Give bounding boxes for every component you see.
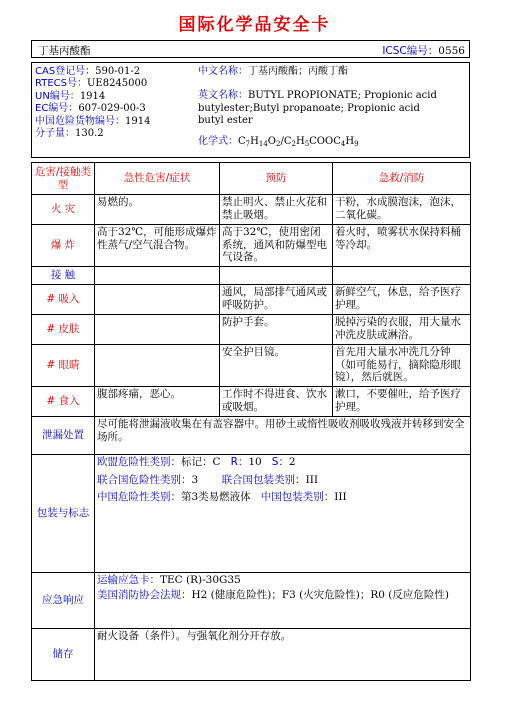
formula-line bbox=[198, 136, 466, 150]
emergency-label: 应急响应 bbox=[32, 573, 95, 629]
cname-value: 丁基丙酸酯；丙酸丁酯 bbox=[248, 66, 348, 77]
rtecs-value: UE8245000 bbox=[86, 78, 148, 90]
identifiers bbox=[35, 66, 193, 140]
formula-h: H bbox=[250, 135, 259, 147]
card-title: 国际化学品安全卡 bbox=[178, 15, 331, 35]
row-aid: 漱口，不要催吐，给予医疗护理。 bbox=[333, 387, 471, 417]
un-pack-value: III bbox=[305, 473, 319, 486]
emergency-content bbox=[95, 573, 471, 629]
leak-row bbox=[32, 417, 471, 455]
table-row bbox=[32, 285, 471, 315]
row-prevent bbox=[220, 267, 333, 285]
formula-h3-n: 9 bbox=[354, 139, 359, 148]
col-type: 危害/接触类型 bbox=[32, 163, 95, 195]
formula-label: 化学式： bbox=[198, 135, 238, 147]
cn-dg-value: 1914 bbox=[125, 115, 151, 127]
row-hazard bbox=[95, 267, 220, 285]
row-aid: 干粉，水成膜泡沫，泡沫，二氧化碳。 bbox=[333, 195, 471, 225]
names-block bbox=[198, 66, 466, 150]
emergency-row bbox=[32, 573, 471, 629]
un-label: UN编号： bbox=[35, 90, 80, 102]
row-aid bbox=[333, 267, 471, 285]
table-row bbox=[32, 315, 471, 345]
eu-class-label: 欧盟危险性类别： bbox=[97, 456, 181, 468]
un-value: 1914 bbox=[79, 90, 106, 102]
row-hazard bbox=[95, 345, 220, 387]
nfpa-label: 美国消防协会法规： bbox=[97, 588, 192, 601]
icsc-number bbox=[382, 43, 465, 58]
row-aid: 新鲜空气，休息，给予医疗护理。 bbox=[333, 285, 471, 315]
hazard-table bbox=[31, 162, 471, 681]
row-label: # 皮肤 bbox=[32, 315, 95, 345]
storage-label: 储存 bbox=[32, 629, 95, 681]
row-hazard bbox=[95, 285, 220, 315]
packaging-row bbox=[32, 455, 471, 573]
table-header-row bbox=[32, 163, 471, 195]
ec-value: 607-029-00-3 bbox=[78, 103, 146, 115]
eu-s-label: S： bbox=[271, 456, 289, 468]
nfpa-value: H2 (健康危险性)；F3 (火灾危险性)；R0 (反应危险性) bbox=[191, 588, 449, 601]
row-prevent: 防护手套。 bbox=[220, 315, 333, 345]
eu-r-value: 10 bbox=[248, 456, 262, 468]
row-label: 火 灾 bbox=[32, 195, 95, 225]
row-label: # 眼睛 bbox=[32, 345, 95, 387]
formula-mid: COOC bbox=[309, 135, 341, 147]
cn-class-label: 中国危险性类别： bbox=[97, 491, 181, 504]
row-aid: 脱掉污染的衣服，用大量水冲洗皮肤或淋浴。 bbox=[333, 315, 471, 345]
row-prevent: 高于32℃，使用密闭系统，通风和防爆型电气设备。 bbox=[220, 225, 333, 267]
leak-label: 泄漏处置 bbox=[32, 417, 95, 455]
row-hazard: 腹部疼痛，恶心。 bbox=[95, 387, 220, 417]
ec-label: EC编号： bbox=[35, 103, 79, 115]
cn-pack-label: 中国包装类别： bbox=[260, 491, 335, 504]
table-row bbox=[32, 387, 471, 417]
table-row bbox=[32, 345, 471, 387]
formula-c2-n: 2 bbox=[291, 139, 296, 148]
formula-sep: / bbox=[280, 135, 284, 147]
cas-label: CAS登记号： bbox=[35, 66, 96, 77]
row-prevent: 工作时不得进食、饮水或吸烟。 bbox=[220, 387, 333, 417]
icsc-label: ICSC编号： bbox=[382, 45, 439, 57]
transport-card-label: 运输应急卡： bbox=[97, 574, 160, 586]
formula-c-n: 7 bbox=[245, 139, 251, 148]
eu-class-value: 标记：C bbox=[181, 456, 221, 468]
un-class-label: 联合国危险性类别： bbox=[97, 473, 192, 486]
eu-r-label: R： bbox=[230, 456, 249, 468]
rtecs-label: RTECS号： bbox=[35, 78, 87, 90]
ename-label: 英文名称： bbox=[198, 90, 248, 102]
row-prevent: 禁止明火、禁止火花和禁止吸烟。 bbox=[220, 195, 333, 225]
formula-o-n: 2 bbox=[275, 139, 281, 148]
storage-row bbox=[32, 629, 471, 681]
cname-label: 中文名称： bbox=[198, 66, 248, 77]
table-row bbox=[32, 225, 471, 267]
chemical-name: 丁基丙酸酯 bbox=[38, 45, 91, 57]
row-prevent: 通风，局部排气通风或呼吸防护。 bbox=[220, 285, 333, 315]
cn-dg-label: 中国危险货物编号： bbox=[35, 115, 125, 127]
identification-block bbox=[31, 62, 470, 158]
pack-content bbox=[95, 455, 471, 573]
pack-label: 包装与标志 bbox=[32, 455, 95, 573]
cas-value: 590-01-2 bbox=[95, 66, 141, 77]
header-bar bbox=[31, 40, 470, 58]
un-class-value: 3 bbox=[191, 473, 199, 486]
mw-value: 130.2 bbox=[75, 128, 104, 140]
col-hazard: 急性危害/症状 bbox=[95, 163, 220, 195]
row-aid: 首先用大量水冲洗几分钟（如可能易行，摘除隐形眼镜），然后就医。 bbox=[333, 345, 471, 387]
formula-h-n: 14 bbox=[258, 139, 268, 148]
row-hazard: 易燃的。 bbox=[95, 195, 220, 225]
cn-class-value: 第3类易燃液体 bbox=[181, 491, 251, 504]
ename-value-3: butyl ester bbox=[198, 115, 253, 127]
row-label: # 食入 bbox=[32, 387, 95, 417]
leak-text: 尽可能将泄漏液收集在有盖容器中。用砂土或惰性吸收剂吸收残液并转移到安全场所。 bbox=[95, 417, 471, 455]
col-prevent: 预防 bbox=[220, 163, 333, 195]
ename-value-2: butylester;Butyl propanoate; Propionic acid bbox=[198, 102, 420, 114]
row-label: 接 触 bbox=[32, 267, 95, 285]
row-prevent: 安全护目镜。 bbox=[220, 345, 333, 387]
formula-h2: H bbox=[295, 135, 305, 147]
table-row bbox=[32, 195, 471, 225]
row-hazard: 高于32℃，可能形成爆炸性蒸气/空气混合物。 bbox=[95, 225, 220, 267]
formula-c2: C bbox=[283, 135, 292, 147]
eu-s-value: 2 bbox=[288, 456, 296, 468]
formula-c3-n: 4 bbox=[340, 139, 346, 148]
cn-pack-value: III bbox=[334, 491, 347, 504]
storage-text: 耐火设备（条件）。与强氧化剂分开存放。 bbox=[95, 629, 471, 681]
formula-h3: H bbox=[345, 135, 355, 147]
row-label: # 吸入 bbox=[32, 285, 95, 315]
un-pack-label: 联合国包装类别： bbox=[221, 473, 306, 486]
ename-value-1: BUTYL PROPIONATE; Propionic acid bbox=[248, 90, 437, 102]
row-label: 爆 炸 bbox=[32, 225, 95, 267]
mw-label: 分子量： bbox=[35, 128, 75, 140]
formula-o: O bbox=[267, 135, 276, 147]
row-aid: 着火时，喷雾状水保持料桶等冷却。 bbox=[333, 225, 471, 267]
formula-h2-n: 5 bbox=[304, 139, 310, 148]
formula-c: C bbox=[238, 135, 246, 147]
table-row bbox=[32, 267, 471, 285]
icsc-value: 0556 bbox=[438, 45, 465, 57]
row-hazard bbox=[95, 315, 220, 345]
transport-card-value: TEC (R)-30G35 bbox=[160, 574, 241, 586]
col-aid: 急救/消防 bbox=[333, 163, 471, 195]
